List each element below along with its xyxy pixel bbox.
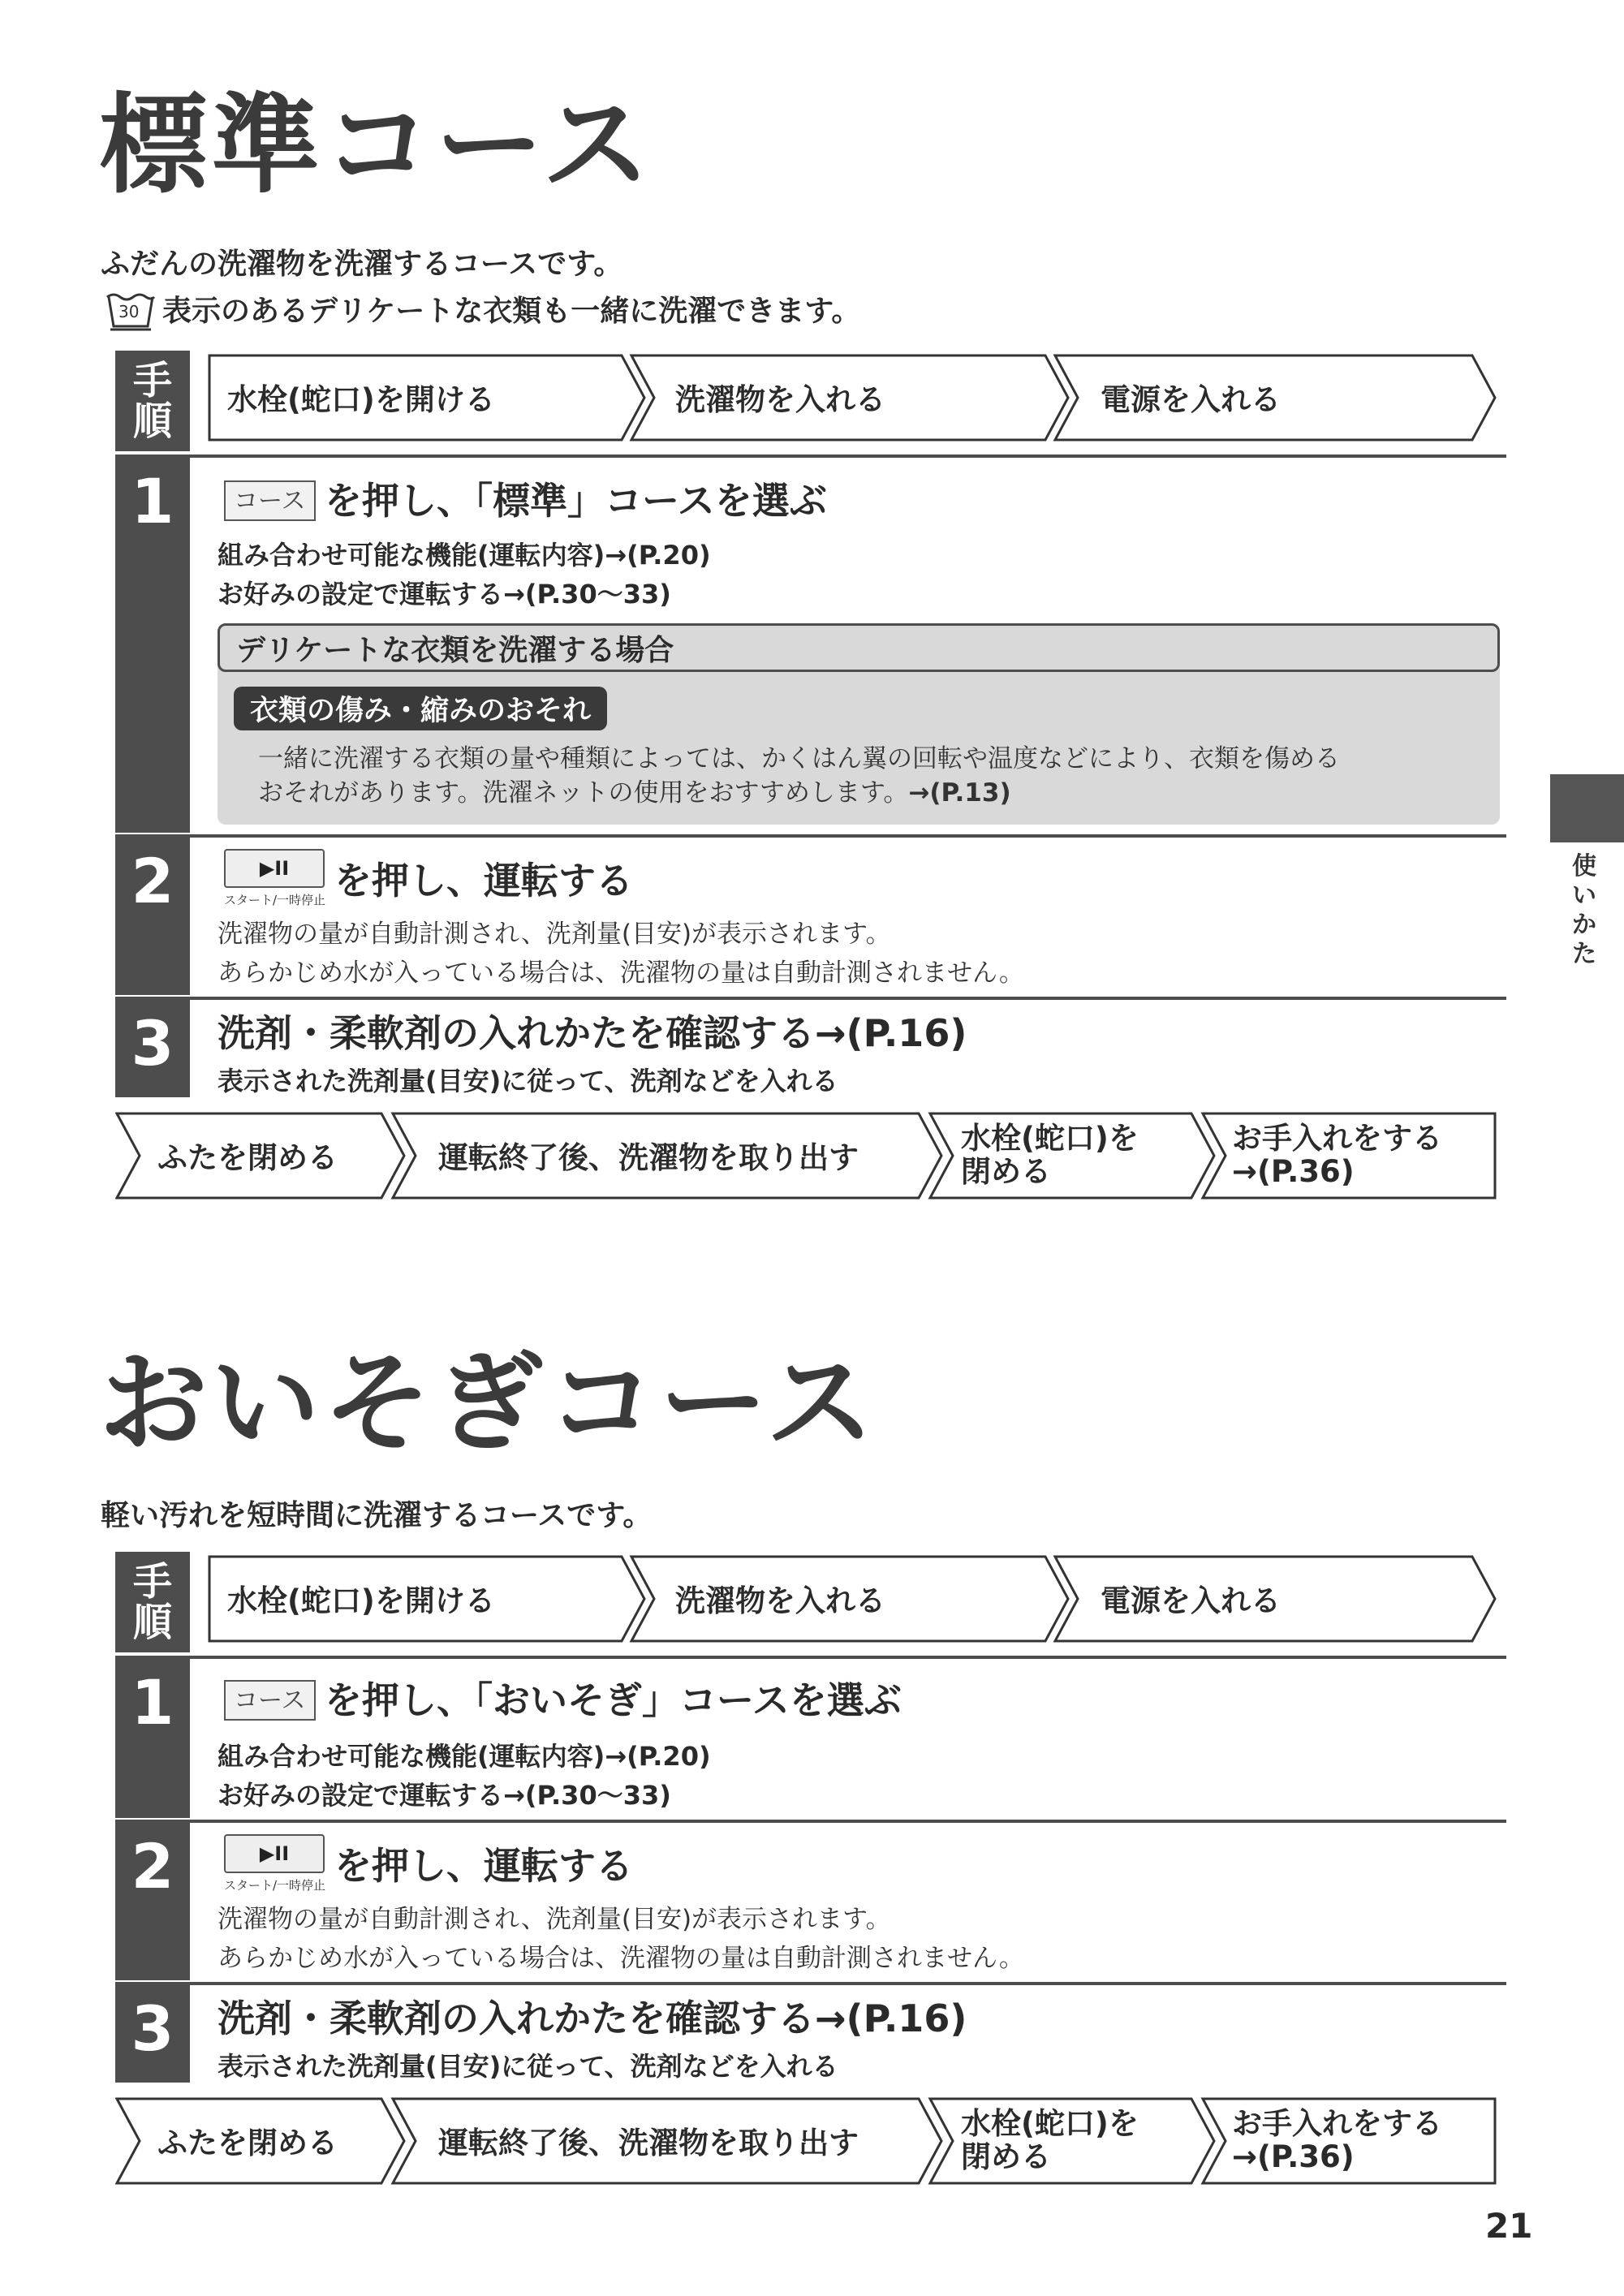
step-heading: を押し、「おいそぎ」コースを選ぶ [325,1678,902,1722]
warning-text: おそれがあります。洗濯ネットの使用をおすすめします。 [258,778,909,808]
after-step-close-tap [961,2107,1139,2174]
step-number: 3 [115,1000,190,1097]
start-pause-button[interactable] [224,849,326,907]
step-number: 1 [115,1659,190,1818]
after-step-remove-laundry: 運転終了後、洗濯物を取り出す [438,1140,859,1175]
step-heading: を押し、運転する [334,1844,633,1888]
after-step-close-tap-line: 水栓(蛇口)を [961,1121,1139,1156]
step-sub-link[interactable]: お好みの設定で運転する→(P.30～33) [218,1780,671,1811]
play-pause-icon: ▶II [224,849,325,888]
side-tab-char: た [1572,940,1596,968]
step-note: 洗濯物の量が自動計測され、洗剤量(目安)が表示されます。 [218,1905,891,1934]
after-step-close-tap-line: 閉める [961,2139,1051,2175]
divider [115,1820,1506,1823]
divider [115,1656,1506,1659]
divider [115,1982,1506,1985]
after-step-close-tap [961,1122,1139,1189]
after-step-close-lid: ふたを閉める [157,2126,338,2160]
step-note: あらかじめ水が入っている場合は、洗濯物の量は自動計測されません。 [218,1944,1024,1973]
start-pause-caption: スタート/一時停止 [224,893,326,907]
step-heading-link[interactable]: 洗剤・柔軟剤の入れかたを確認する→(P.16) [218,1997,967,2040]
start-pause-button[interactable] [224,1834,326,1893]
course-button[interactable]: コース [224,480,316,521]
steps-label [115,351,190,451]
step-sub-link[interactable]: 組み合わせ可能な機能(運転内容)→(P.20) [218,1741,711,1772]
step-heading: を押し、運転する [334,859,633,902]
delicate-note-title: デリケートな衣類を洗濯する場合 [218,623,1500,672]
steps-label [115,1552,190,1652]
divider [115,997,1506,1000]
step-number: 3 [115,1985,190,2083]
section-title-standard: 標準コース [99,82,654,209]
warning-tag: 衣類の傷み・縮みのおそれ [234,687,607,730]
step-heading-link[interactable]: 洗剤・柔軟剤の入れかたを確認する→(P.16) [218,1011,967,1055]
wash-temp-label: 30 [118,302,140,321]
prep-step-power-on: 電源を入れる [1101,382,1281,417]
step-number: 2 [115,838,190,995]
steps-label-char: 順 [132,1600,172,1645]
side-tab-label [1568,852,1600,969]
step-heading: を押し、「標準」コースを選ぶ [325,479,827,523]
prep-step-open-tap: 水栓(蛇口)を開ける [227,382,495,417]
divider [115,834,1506,838]
step-number: 1 [115,458,190,833]
step-note: 洗濯物の量が自動計測され、洗剤量(目安)が表示されます。 [218,920,891,949]
prep-step-load-laundry: 洗濯物を入れる [675,1583,885,1618]
after-step-maintenance-link[interactable]: →(P.36) [1232,1154,1355,1190]
side-tab [1550,774,1624,842]
after-step-close-lid: ふたを閉める [157,1140,338,1175]
after-step-maintenance-link[interactable]: →(P.36) [1232,2139,1355,2175]
prep-step-power-on: 電源を入れる [1101,1583,1281,1618]
after-step-close-tap-line: 閉める [961,1154,1051,1190]
step-sub: 表示された洗剤量(目安)に従って、洗剤などを入れる [218,2051,838,2082]
step-sub: 表示された洗剤量(目安)に従って、洗剤などを入れる [218,1066,838,1096]
step-sub-link[interactable]: お好みの設定で運転する→(P.30～33) [218,579,671,610]
after-step-maintenance[interactable] [1232,2107,1442,2174]
side-tab-char: か [1572,911,1596,939]
course-button[interactable]: コース [224,1680,316,1721]
steps-label-char: 手 [132,1558,172,1605]
step-note: あらかじめ水が入っている場合は、洗濯物の量は自動計測されません。 [218,958,1024,988]
prep-step-open-tap: 水栓(蛇口)を開ける [227,1583,495,1618]
intro-text: 軽い汚れを短時間に洗濯するコースです。 [101,1499,653,1532]
steps-label-char: 手 [132,357,172,403]
warning-ref-link[interactable]: →(P.13) [908,778,1011,808]
step-sub-link[interactable]: 組み合わせ可能な機能(運転内容)→(P.20) [218,540,711,571]
side-tab-char: 使 [1572,852,1596,881]
prep-step-load-laundry: 洗濯物を入れる [675,382,885,417]
after-step-close-tap-line: 水栓(蛇口)を [961,2106,1139,2141]
section-title-quick: おいそぎコース [99,1340,878,1467]
warning-text: 一緒に洗濯する衣類の量や種類によっては、かくはん翼の回転や温度などにより、衣類を傷める [258,744,1340,773]
after-step-maintenance-line: お手入れをする [1232,2106,1442,2141]
start-pause-caption: スタート/一時停止 [224,1878,326,1893]
step-number: 2 [115,1823,190,1980]
intro-text: ふだんの洗濯物を洗濯するコースです。 [101,248,623,281]
after-step-remove-laundry: 運転終了後、洗濯物を取り出す [438,2126,859,2160]
side-tab-char: い [1572,881,1596,910]
play-pause-icon: ▶II [224,1834,325,1873]
after-step-maintenance[interactable] [1232,1122,1442,1189]
intro-text-2: 表示のあるデリケートな衣類も一緒に洗濯できます。 [162,295,861,328]
after-step-maintenance-line: お手入れをする [1232,1121,1442,1156]
steps-label-char: 順 [132,398,172,444]
page-number: 21 [1485,2206,1533,2246]
divider [115,454,1506,458]
